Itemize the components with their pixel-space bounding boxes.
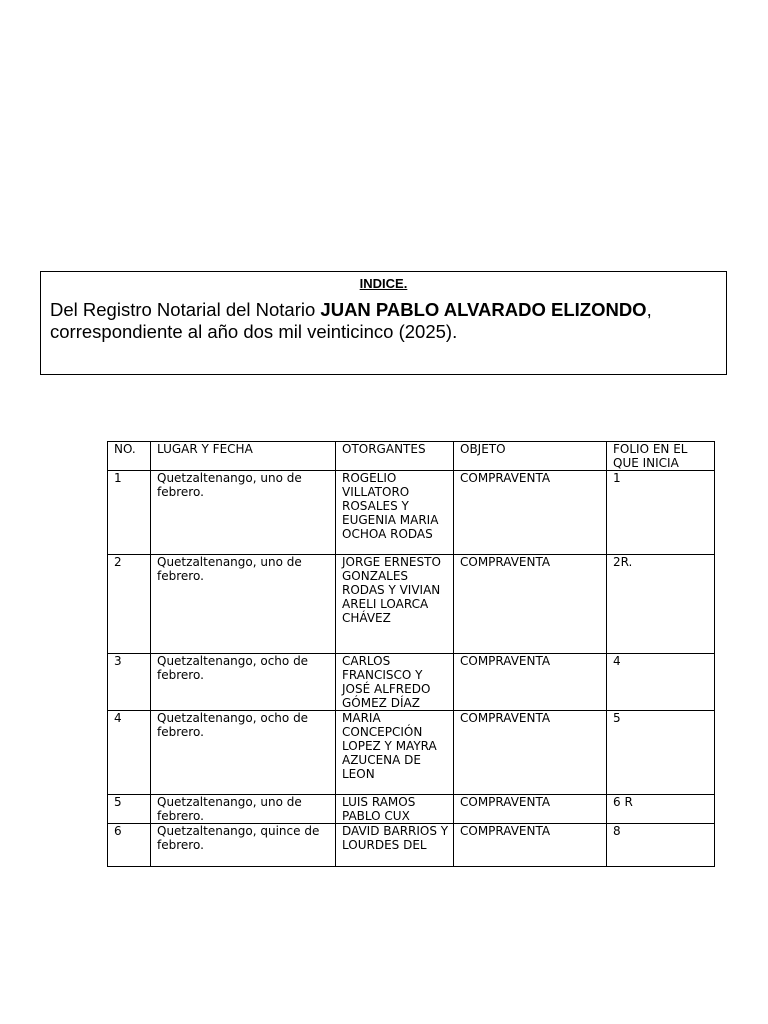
- index-description: [50, 299, 720, 343]
- cell-no: 4: [108, 711, 151, 795]
- cell-objeto: COMPRAVENTA: [454, 555, 607, 654]
- cell-folio: 5: [607, 711, 715, 795]
- cell-no: 6: [108, 824, 151, 867]
- cell-objeto: COMPRAVENTA: [454, 824, 607, 867]
- cell-folio: 2R.: [607, 555, 715, 654]
- cell-objeto: COMPRAVENTA: [454, 471, 607, 555]
- column-header-otorgantes: OTORGANTES: [336, 442, 454, 471]
- cell-otorgantes: CARLOS FRANCISCO Y JOSÉ ALFREDO GÓMEZ DÍAZ: [336, 654, 454, 711]
- cell-otorgantes: LUIS RAMOS PABLO CUX: [336, 795, 454, 824]
- index-table-body: [108, 442, 715, 867]
- description-lead: Del Registro Notarial del Notario: [50, 299, 321, 320]
- column-header-lugar-fecha: LUGAR Y FECHA: [151, 442, 336, 471]
- cell-lugar-fecha: Quetzaltenango, ocho de febrero.: [151, 654, 336, 711]
- table-row: [108, 824, 715, 867]
- cell-folio: 8: [607, 824, 715, 867]
- description-tail: , correspondiente al año dos mil veinticinco (2025).: [50, 299, 652, 342]
- column-header-objeto: OBJETO: [454, 442, 607, 471]
- cell-no: 1: [108, 471, 151, 555]
- cell-otorgantes: DAVID BARRIOS Y LOURDES DEL: [336, 824, 454, 867]
- notary-name: JUAN PABLO ALVARADO ELIZONDO: [320, 299, 647, 320]
- cell-objeto: COMPRAVENTA: [454, 795, 607, 824]
- cell-objeto: COMPRAVENTA: [454, 711, 607, 795]
- table-header-row: [108, 442, 715, 471]
- cell-lugar-fecha: Quetzaltenango, quince de febrero.: [151, 824, 336, 867]
- index-title: INDICE.: [359, 276, 408, 291]
- column-header-no: NO.: [108, 442, 151, 471]
- cell-folio: 6 R: [607, 795, 715, 824]
- cell-lugar-fecha: Quetzaltenango, uno de febrero.: [151, 471, 336, 555]
- cell-otorgantes: ROGELIO VILLATORO ROSALES Y EUGENIA MARIA OCHOA RODAS: [336, 471, 454, 555]
- cell-otorgantes: JORGE ERNESTO GONZALES RODAS Y VIVIAN ARELI LOARCA CHÁVEZ: [336, 555, 454, 654]
- table-row: [108, 471, 715, 555]
- cell-lugar-fecha: Quetzaltenango, uno de febrero.: [151, 795, 336, 824]
- table-row: [108, 555, 715, 654]
- cell-otorgantes: MARIA CONCEPCIÓN LOPEZ Y MAYRA AZUCENA DE LEON: [336, 711, 454, 795]
- table-row: [108, 654, 715, 711]
- cell-no: 2: [108, 555, 151, 654]
- index-table: [107, 441, 715, 867]
- table-row: [108, 711, 715, 795]
- index-header-box: [40, 271, 727, 375]
- cell-no: 5: [108, 795, 151, 824]
- cell-folio: 1: [607, 471, 715, 555]
- cell-objeto: COMPRAVENTA: [454, 654, 607, 711]
- column-header-folio: FOLIO EN EL QUE INICIA: [607, 442, 715, 471]
- table-row: [108, 795, 715, 824]
- cell-no: 3: [108, 654, 151, 711]
- cell-lugar-fecha: Quetzaltenango, uno de febrero.: [151, 555, 336, 654]
- cell-lugar-fecha: Quetzaltenango, ocho de febrero.: [151, 711, 336, 795]
- cell-folio: 4: [607, 654, 715, 711]
